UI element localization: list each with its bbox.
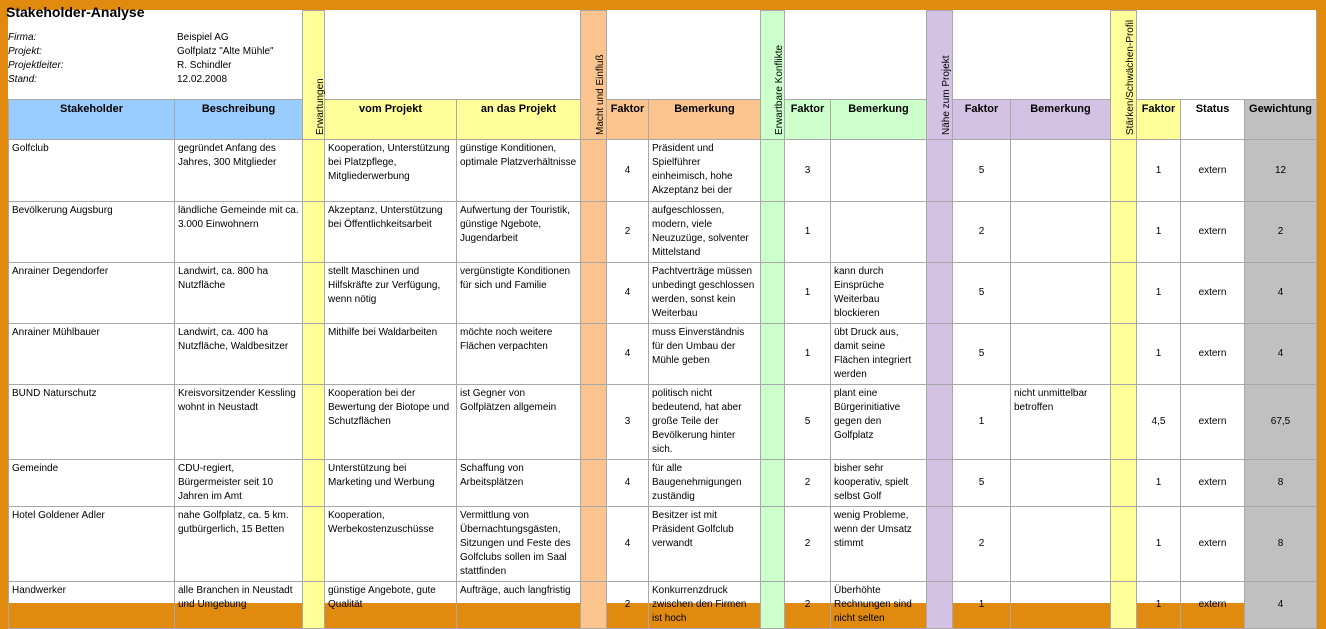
stakeholder-cell: Bevölkerung Augsburg [9,202,175,263]
bemerkung-naehe-cell [1011,582,1111,629]
col-profil [1111,11,1137,140]
gewichtung-cell: 67,5 [1245,385,1317,460]
an-das-projekt-cell: Aufwertung der Touristik, günstige Ngebote, Jugendarbeit [457,202,581,263]
page-title: Stakeholder-Analyse [6,4,145,20]
profil-stripe [1111,385,1137,460]
bemerkung-macht-cell: muss Einverständnis für den Umbau der Mühle geben [649,324,761,385]
info-label: Stand: [8,74,37,85]
faktor-macht-cell: 4 [607,460,649,507]
erwartungen-stripe [303,582,325,629]
bemerkung-macht-cell: Konkurrenzdruck zwischen den Firmen ist hoch [649,582,761,629]
table-row [9,202,1317,263]
gewichtung-cell: 8 [1245,460,1317,507]
naehe-label: Nähe zum Projekt [940,55,952,135]
stakeholder-cell: BUND Naturschutz [9,385,175,460]
profil-stripe [1111,507,1137,582]
faktor-profil-cell: 1 [1137,140,1181,202]
header-bemerkung-macht: Bemerkung [649,100,761,140]
header-bemerkung-konflikte: Bemerkung [831,100,927,140]
status-cell: extern [1181,324,1245,385]
konflikte-stripe [761,507,785,582]
blank-cell [607,11,761,100]
konflikte-stripe [761,140,785,202]
faktor-konflikte-cell: 1 [785,202,831,263]
bemerkung-konflikte-cell: Überhöhte Rechnungen sind nicht selten [831,582,927,629]
stakeholder-cell: Golfclub [9,140,175,202]
macht-stripe [581,385,607,460]
faktor-konflikte-cell: 3 [785,140,831,202]
header-an-das-projekt: an das Projekt [457,100,581,140]
col-konflikte [761,11,785,140]
bemerkung-macht-cell: politisch nicht bedeutend, hat aber große Teile der Bevölkerung hinter sich. [649,385,761,460]
bemerkung-naehe-cell [1011,324,1111,385]
faktor-naehe-cell: 5 [953,140,1011,202]
faktor-profil-cell: 1 [1137,324,1181,385]
vom-projekt-cell: Mithilfe bei Waldarbeiten [325,324,457,385]
konflikte-stripe [761,263,785,324]
macht-stripe [581,324,607,385]
bemerkung-macht-cell: Pachtverträge müssen unbedingt geschlossen werden, sonst kein Weiterbau [649,263,761,324]
beschreibung-cell: alle Branchen in Neustadt und Umgebung [175,582,303,629]
an-das-projekt-cell: Schaffung von Arbeitsplätzen [457,460,581,507]
col-erwartungen [303,11,325,140]
konflikte-stripe [761,324,785,385]
gewichtung-cell: 4 [1245,324,1317,385]
bemerkung-naehe-cell [1011,263,1111,324]
gewichtung-cell: 4 [1245,582,1317,629]
an-das-projekt-cell: ist Gegner von Golfplätzen allgemein [457,385,581,460]
naehe-stripe [927,385,953,460]
vom-projekt-cell: Kooperation, Werbekostenzuschüsse [325,507,457,582]
profil-stripe [1111,263,1137,324]
erwartungen-label: Erwartungen [314,78,326,135]
konflikte-stripe [761,385,785,460]
naehe-stripe [927,202,953,263]
status-cell: extern [1181,202,1245,263]
status-cell: extern [1181,582,1245,629]
faktor-profil-cell: 1 [1137,507,1181,582]
faktor-konflikte-cell: 1 [785,324,831,385]
stakeholder-cell: Anrainer Degendorfer [9,263,175,324]
faktor-konflikte-cell: 2 [785,460,831,507]
macht-stripe [581,582,607,629]
bemerkung-naehe-cell [1011,460,1111,507]
faktor-profil-cell: 1 [1137,460,1181,507]
gewichtung-cell: 8 [1245,507,1317,582]
an-das-projekt-cell: Vermittlung von Übernachtungsgästen, Sitzungen und Feste des Golfclubs sollen im Saal stattfinden [457,507,581,582]
faktor-profil-cell: 1 [1137,263,1181,324]
faktor-konflikte-cell: 2 [785,507,831,582]
header-vom-projekt: vom Projekt [325,100,457,140]
profil-stripe [1111,324,1137,385]
macht-label: Macht und Einfluß [594,54,606,135]
vom-projekt-cell: Kooperation, Unterstützung bei Platzpflege, Mitgliederwerbung [325,140,457,202]
stakeholder-cell: Handwerker [9,582,175,629]
faktor-naehe-cell: 1 [953,582,1011,629]
table-row [9,582,1317,629]
stakeholder-cell: Hotel Goldener Adler [9,507,175,582]
faktor-profil-cell: 1 [1137,202,1181,263]
spreadsheet [6,4,1316,624]
table-row [9,507,1317,582]
faktor-naehe-cell: 2 [953,202,1011,263]
vom-projekt-cell: Kooperation bei der Bewertung der Biotope und Schutzflächen [325,385,457,460]
vom-projekt-cell: stellt Maschinen und Hilfskräfte zur Verfügung, wenn nötig [325,263,457,324]
blank-cell [325,11,581,100]
faktor-naehe-cell: 5 [953,324,1011,385]
info-value: 12.02.2008 [177,74,228,85]
faktor-naehe-cell: 1 [953,385,1011,460]
an-das-projekt-cell: vergünstigte Konditionen für sich und Familie [457,263,581,324]
an-das-projekt-cell: günstige Konditionen, optimale Platzverhältnisse [457,140,581,202]
header-faktor-naehe: Faktor [953,100,1011,140]
table-row [9,460,1317,507]
bemerkung-konflikte-cell [831,140,927,202]
info-value: R. Schindler [177,60,232,71]
table-row [9,263,1317,324]
info-label: Projektleiter: [8,60,64,71]
beschreibung-cell: CDU-regiert, Bürgermeister seit 10 Jahren im Amt [175,460,303,507]
erwartungen-stripe [303,324,325,385]
erwartungen-stripe [303,507,325,582]
gewichtung-cell: 2 [1245,202,1317,263]
header-gewichtung: Gewichtung [1245,100,1317,140]
vom-projekt-cell: günstige Angebote, gute Qualität [325,582,457,629]
erwartungen-stripe [303,263,325,324]
table-row [9,324,1317,385]
bemerkung-konflikte-cell [831,202,927,263]
col-macht [581,11,607,140]
faktor-konflikte-cell: 2 [785,582,831,629]
faktor-macht-cell: 4 [607,140,649,202]
bemerkung-naehe-cell [1011,140,1111,202]
status-cell: extern [1181,507,1245,582]
beschreibung-cell: Landwirt, ca. 400 ha Nutzfläche, Waldbesitzer [175,324,303,385]
info-value: Beispiel AG [177,32,229,43]
faktor-konflikte-cell: 5 [785,385,831,460]
faktor-profil-cell: 4,5 [1137,385,1181,460]
macht-stripe [581,140,607,202]
profil-stripe [1111,140,1137,202]
header-faktor-profil: Faktor [1137,100,1181,140]
stakeholder-table [8,10,1317,629]
info-label: Firma: [8,32,37,43]
gewichtung-cell: 4 [1245,263,1317,324]
naehe-stripe [927,582,953,629]
status-cell: extern [1181,385,1245,460]
faktor-naehe-cell: 5 [953,263,1011,324]
header-stakeholder: Stakeholder [9,100,175,140]
erwartungen-stripe [303,140,325,202]
faktor-macht-cell: 4 [607,324,649,385]
profil-stripe [1111,202,1137,263]
beschreibung-cell: nahe Golfplatz, ca. 5 km. gutbürgerlich, 15 Betten [175,507,303,582]
info-label: Projekt: [8,46,42,57]
erwartungen-stripe [303,385,325,460]
macht-stripe [581,263,607,324]
faktor-macht-cell: 3 [607,385,649,460]
vom-projekt-cell: Unterstützung bei Marketing und Werbung [325,460,457,507]
faktor-naehe-cell: 2 [953,507,1011,582]
beschreibung-cell: gegründet Anfang des Jahres, 300 Mitglieder [175,140,303,202]
konflikte-stripe [761,202,785,263]
table-row [9,385,1317,460]
bemerkung-naehe-cell [1011,507,1111,582]
stakeholder-cell: Gemeinde [9,460,175,507]
profil-stripe [1111,460,1137,507]
an-das-projekt-cell: möchte noch weitere Flächen verpachten [457,324,581,385]
status-cell: extern [1181,460,1245,507]
header-beschreibung: Beschreibung [175,100,303,140]
faktor-konflikte-cell: 1 [785,263,831,324]
bemerkung-konflikte-cell: kann durch Einsprüche Weiterbau blockieren [831,263,927,324]
beschreibung-cell: Kreisvorsitzender Kessling wohnt in Neustadt [175,385,303,460]
naehe-stripe [927,507,953,582]
bemerkung-konflikte-cell: übt Druck aus, damit seine Flächen integriert werden [831,324,927,385]
blank-cell [953,11,1111,100]
profil-stripe [1111,582,1137,629]
macht-stripe [581,202,607,263]
erwartungen-stripe [303,202,325,263]
gewichtung-cell: 12 [1245,140,1317,202]
konflikte-stripe [761,460,785,507]
faktor-macht-cell: 2 [607,202,649,263]
bemerkung-naehe-cell [1011,202,1111,263]
an-das-projekt-cell: Aufträge, auch langfristig [457,582,581,629]
faktor-macht-cell: 4 [607,263,649,324]
status-cell: extern [1181,263,1245,324]
bemerkung-konflikte-cell: wenig Probleme, wenn der Umsatz stimmt [831,507,927,582]
profil-label: Stärken/Schwächen-Profil [1124,19,1136,135]
bemerkung-macht-cell: für alle Baugenehmigungen zuständig [649,460,761,507]
info-value: Golfplatz "Alte Mühle" [177,46,274,57]
macht-stripe [581,507,607,582]
bemerkung-naehe-cell: nicht unmittelbar betroffen [1011,385,1111,460]
faktor-macht-cell: 2 [607,582,649,629]
vom-projekt-cell: Akzeptanz, Unterstützung bei Öffentlichkeitsarbeit [325,202,457,263]
erwartungen-stripe [303,460,325,507]
status-cell: extern [1181,140,1245,202]
header-faktor-macht: Faktor [607,100,649,140]
beschreibung-cell: ländliche Gemeinde mit ca. 3.000 Einwohnern [175,202,303,263]
beschreibung-cell: Landwirt, ca. 800 ha Nutzfläche [175,263,303,324]
naehe-stripe [927,324,953,385]
blank-cell [1137,11,1317,100]
bemerkung-konflikte-cell: bisher sehr kooperativ, spielt selbst Golf [831,460,927,507]
bemerkung-macht-cell: aufgeschlossen, modern, viele Neuzuzüge, solventer Mittelstand [649,202,761,263]
naehe-stripe [927,263,953,324]
stakeholder-cell: Anrainer Mühlbauer [9,324,175,385]
faktor-profil-cell: 1 [1137,582,1181,629]
macht-stripe [581,460,607,507]
bemerkung-macht-cell: Besitzer ist mit Präsident Golfclub verwandt [649,507,761,582]
blank-cell [785,11,927,100]
konflikte-label: Erwartbare Konflikte [773,44,785,135]
header-bemerkung-naehe: Bemerkung [1011,100,1111,140]
faktor-macht-cell: 4 [607,507,649,582]
naehe-stripe [927,140,953,202]
konflikte-stripe [761,582,785,629]
faktor-naehe-cell: 5 [953,460,1011,507]
bemerkung-konflikte-cell: plant eine Bürgerinitiative gegen den Golfplatz [831,385,927,460]
header-faktor-konflikte: Faktor [785,100,831,140]
col-naehe [927,11,953,140]
header-status: Status [1181,100,1245,140]
table-row [9,140,1317,202]
bemerkung-macht-cell: Präsident und Spielführer einheimisch, hohe Akzeptanz bei der [649,140,761,202]
naehe-stripe [927,460,953,507]
